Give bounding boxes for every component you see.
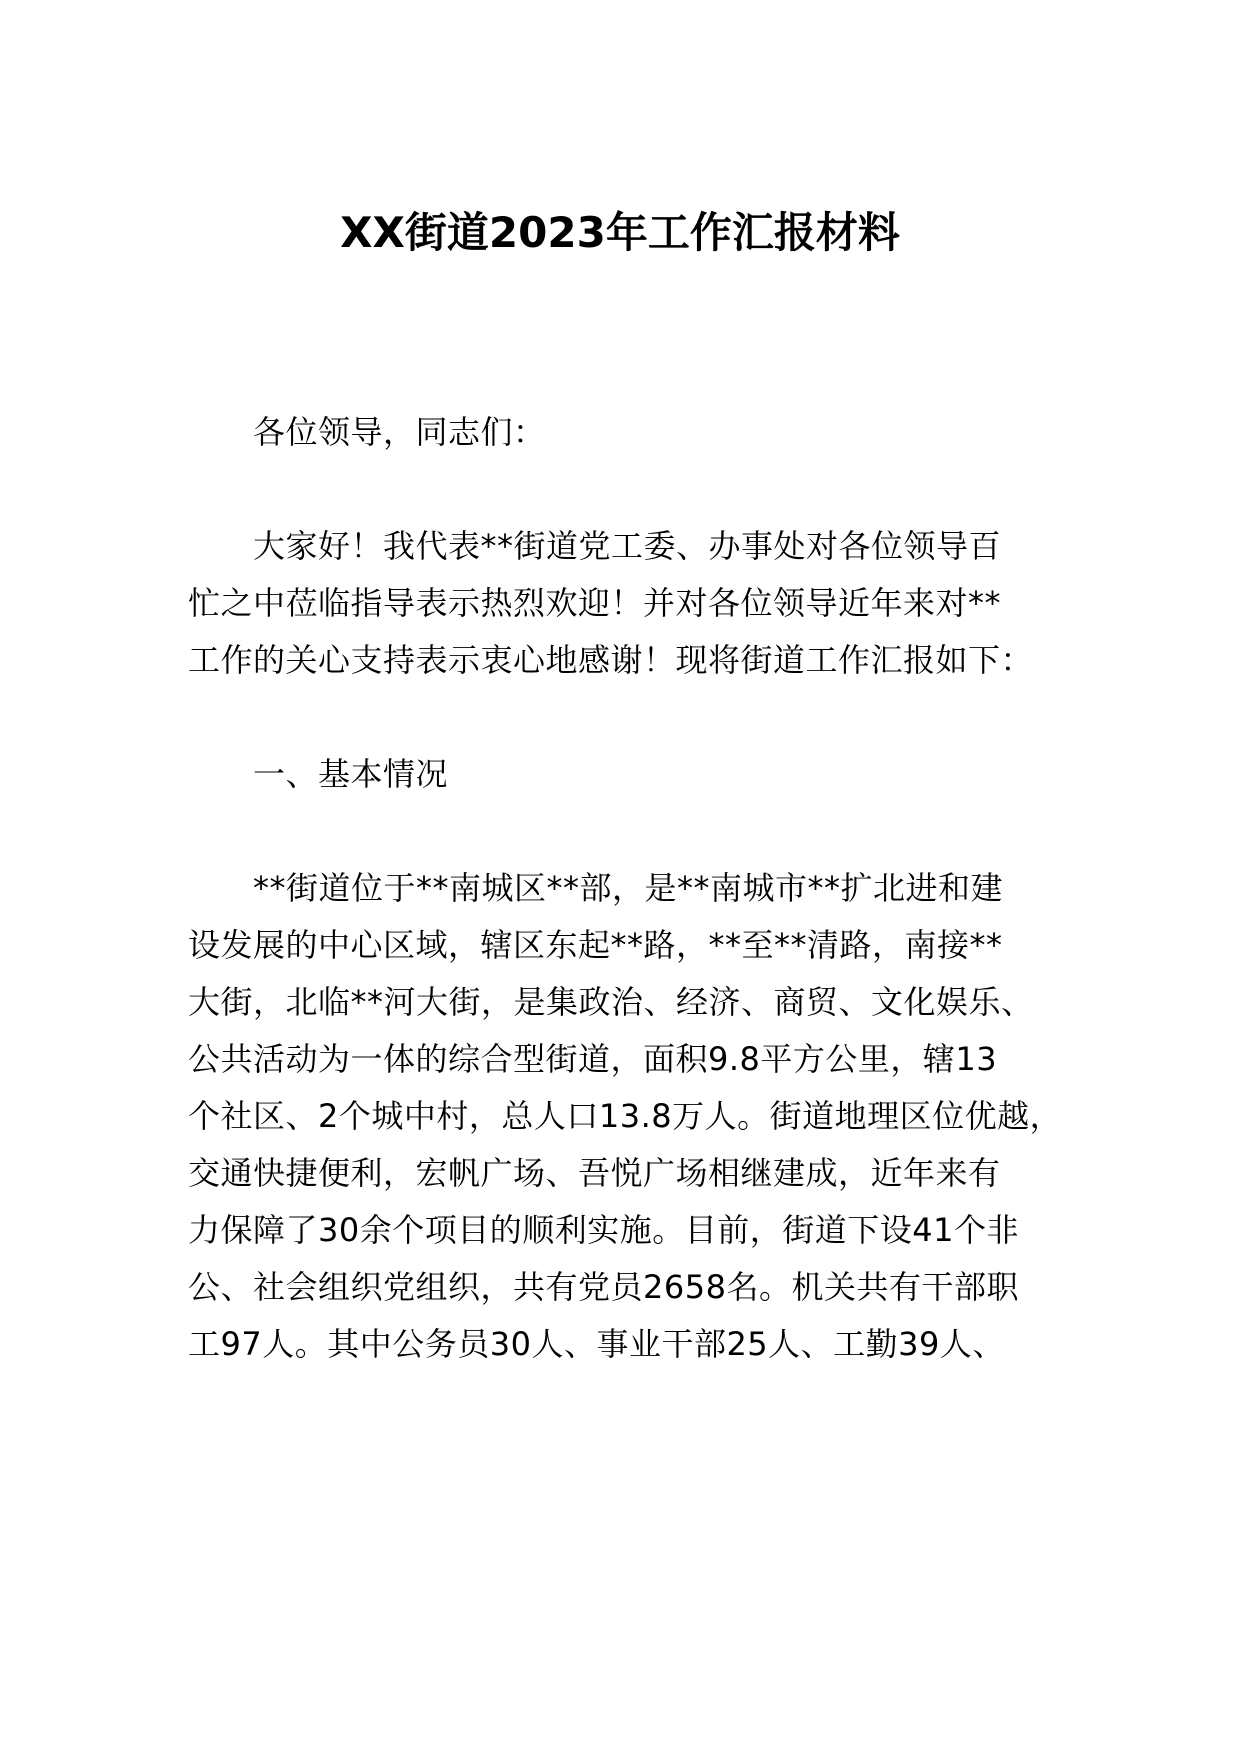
salutation: 各位领导，同志们：: [253, 413, 546, 451]
body-line-5: 个社区、2个城中村，总人口13.8万人。街道地理区位优越，: [188, 1097, 1063, 1135]
body-line-1: **街道位于**南城区**部，是**南城市**扩北进和建: [253, 869, 1004, 907]
body-line-2: 设发展的中心区域，辖区东起**路，**至**清路，南接**: [188, 926, 1003, 964]
body-line-3: 大街，北临**河大街，是集政治、经济、商贸、文化娱乐、: [188, 983, 1034, 1021]
intro-line-1: 大家好！我代表**街道党工委、办事处对各位领导百: [253, 527, 1002, 565]
body-line-6: 交通快捷便利，宏帆广场、吾悦广场相继建成，近年来有: [188, 1154, 1001, 1192]
body-line-4: 公共活动为一体的综合型街道，面积9.8平方公里，辖13: [188, 1040, 998, 1078]
body-line-9: 工97人。其中公务员30人、事业干部25人、工勤39人、: [188, 1325, 1005, 1363]
body-line-7: 力保障了30余个项目的顺利实施。目前，街道下设41个非: [188, 1211, 1019, 1249]
intro-line-3: 工作的关心支持表示衷心地感谢！现将街道工作汇报如下：: [188, 641, 1034, 679]
body-line-8: 公、社会组织党组织，共有党员2658名。机关共有干部职: [188, 1268, 1019, 1306]
section-heading: 一、基本情况: [253, 755, 449, 793]
document-title: XX街道2023年工作汇报材料: [340, 208, 900, 257]
intro-line-2: 忙之中莅临指导表示热烈欢迎！并对各位领导近年来对**: [188, 584, 1002, 622]
